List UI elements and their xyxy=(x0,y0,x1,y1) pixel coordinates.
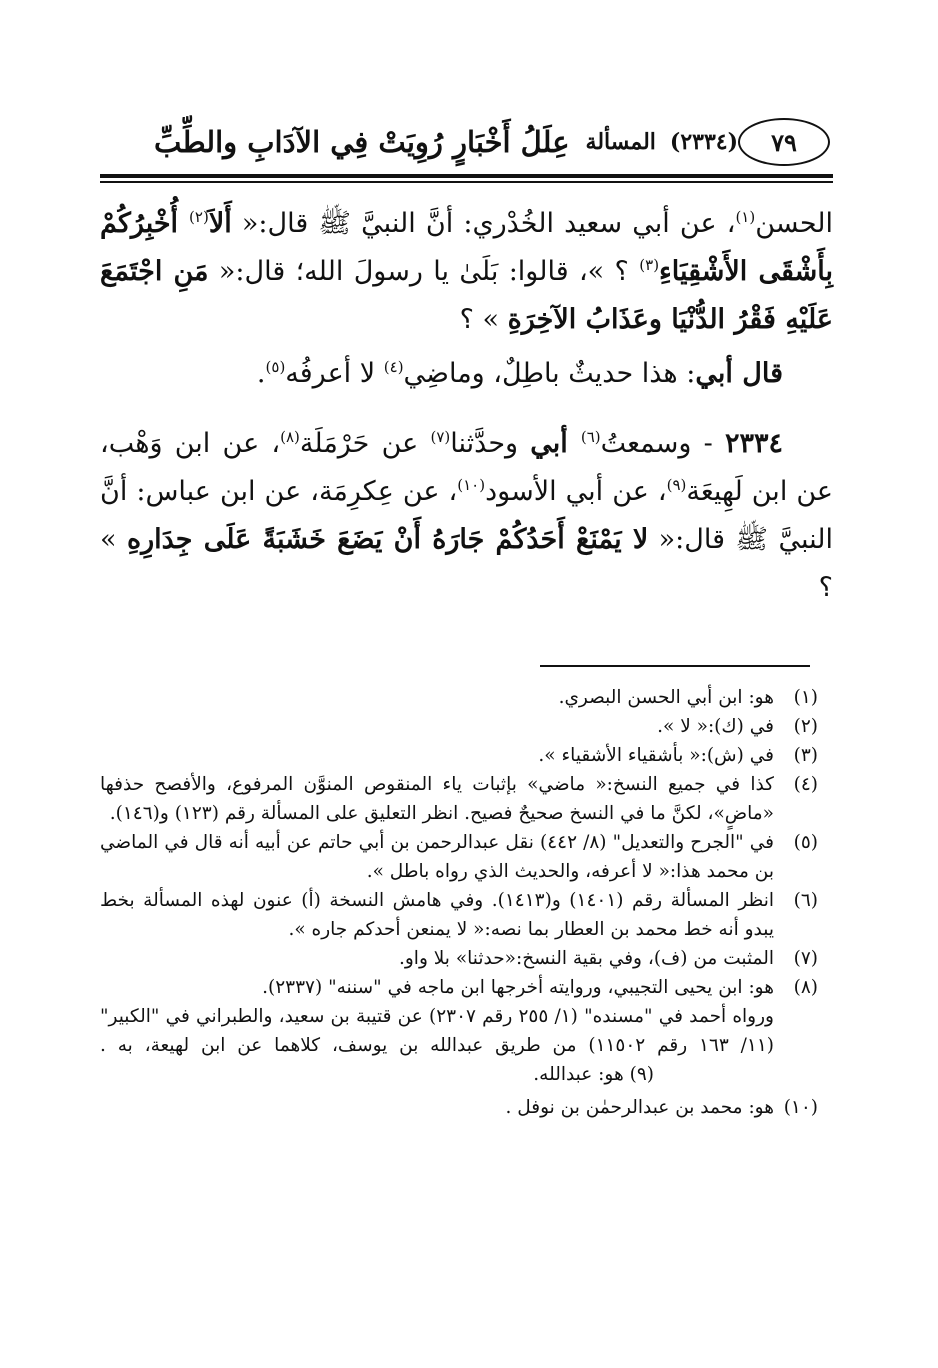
text-run: » ؟ xyxy=(100,524,833,603)
footnote-ref: (٤) xyxy=(383,358,404,376)
text-run: - وسمعتُ xyxy=(600,428,725,459)
footnote-number: (٦) xyxy=(793,890,818,911)
text-run: وحدَّثنا xyxy=(450,428,531,459)
footnote-number: (١٠) xyxy=(783,1097,818,1118)
paragraph-3 xyxy=(100,420,833,612)
text-run: . xyxy=(256,358,266,389)
footnote-text: كذا في جميع النسخ:« ماضي» بإثبات ياء المنقوص المنوَّن المرفوع، والأفصح حذفها «ماضٍ»، لكنَّ ما في النسخ صحيحٌ فصيح. انظر التعليق على المسألة رقم (١٢٣) و(١٤٦). xyxy=(100,774,774,824)
footnote-item xyxy=(100,741,818,770)
footnote-ref: (٥) xyxy=(265,358,286,376)
text-run: ؟ »، قالوا: بَلَىٰ يا رسولَ الله؛ قال:« xyxy=(208,256,640,287)
text-run: الحسن xyxy=(755,208,834,239)
main-text xyxy=(100,200,833,612)
running-title: عِلَلُ أَخْبَارٍ رُوِيَتْ فِي الآدَابِ والطِّبِّ xyxy=(154,125,570,159)
text-run: لا أعرفُه xyxy=(285,358,384,389)
footnote-ref: (٩) xyxy=(666,476,687,494)
footnote-text: هو: ابن أبي الحسن البصري. xyxy=(558,687,774,708)
text-run: : هذا حديثٌ باطِلٌ، وماضِي xyxy=(403,358,696,389)
footnote-number: (١) xyxy=(793,687,818,708)
issue-number-inline: ٢٣٣٤ xyxy=(725,428,784,459)
footnote-separator xyxy=(540,665,810,667)
header-rule-thin xyxy=(100,181,833,183)
text-run: ، عن أبي الأسود xyxy=(485,476,667,507)
issue-number: (٢٣٣٤) xyxy=(669,129,739,155)
footnote-text: المثبت من (ف)، وفي بقية النسخ:«حدثنا» بلا واو. xyxy=(398,948,774,969)
footnote-number: (٣) xyxy=(793,745,818,766)
footnote-number: (٤) xyxy=(793,774,818,795)
issue-label: المسألة xyxy=(585,129,656,155)
footnote-text: في "الجرح والتعديل" (٨/ ٤٤٢) نقل عبدالرحمن بن أبي حاتم عن أبيه أنه قال في الماضي بن محمد هذا:« لا أعرفه، والحديث الذي رواه باطل ». xyxy=(100,832,774,882)
text-run: » ؟ xyxy=(459,304,508,335)
text-run: ، عن أبي سعيد الخُدْري: أنَّ النبيَّ ﷺ قال:« xyxy=(231,208,736,239)
text-run: عن حَرْمَلَة xyxy=(299,428,431,459)
text-run: ، عن عِكرِمَة، عن ابن عباس: أنَّ النبيَّ ﷺ قال:« xyxy=(100,476,833,555)
footnote-item xyxy=(100,828,818,886)
text-run: ، عن ابن وَهْب، عن ابن لَهِيعَة xyxy=(100,428,834,507)
footnote-number: (٥) xyxy=(793,832,818,853)
footnote-ref: (١) xyxy=(735,208,756,226)
footnote-text: ورواه أحمد في "مسنده" (١/ ٢٥٥ رقم ٢٣٠٧) عن قتيبة بن سعيد، والطبراني في "الكبير" (١١/ ١٦٣ رقم ١١٥٠٢) من طريق عبدالله بن يوسف، كلاهما عن ابن لهيعة، به . xyxy=(100,1006,774,1056)
footnote-9 xyxy=(533,1064,654,1085)
footnote-ref: (٧) xyxy=(430,428,451,446)
footnote-ref: (٨) xyxy=(280,428,300,446)
footnote-ref: (٦) xyxy=(580,428,601,446)
footnote-text: انظر المسألة رقم (١٤٠١) و(١٤١٣). وفي هامش النسخة (أ) عنون لهذه المسألة بخط يبدو أنه خط محمد بن العطار بما نصه:« لا يمنعن أحدكم جاره ». xyxy=(100,890,774,940)
speaker-label: قال أبي xyxy=(695,358,783,389)
footnote-item xyxy=(100,770,818,828)
footnotes xyxy=(100,683,818,1122)
footnote-text: في (ش):« بأشقياء الأشقياء ». xyxy=(538,745,774,766)
footnote-ref: (١٠) xyxy=(457,476,486,494)
hadith-text: لا يَمْنَعْ أَحَدُكُمْ جَارَهُ أَنْ يَضَعَ خَشَبَةً عَلَى جِدَارِهِ xyxy=(126,524,649,555)
speaker-label: أبي xyxy=(530,428,581,459)
hadith-text: أُخْبِرُكُمْ بِأَشْقَى الأَشْقِيَاءِ xyxy=(100,208,834,287)
footnote-item xyxy=(100,1093,818,1122)
page-header xyxy=(100,112,830,172)
footnote-item xyxy=(100,712,818,741)
footnote-number: (٧) xyxy=(793,948,818,969)
footnote-8-continued xyxy=(100,1002,818,1089)
footnote-item xyxy=(100,944,818,973)
footnote-number: (٢) xyxy=(793,716,818,737)
page-number: ٧٩ xyxy=(771,127,797,157)
hadith-text: أَلاَ xyxy=(208,208,232,239)
page-number-oval xyxy=(738,118,830,166)
footnote-number: (٩) xyxy=(629,1064,654,1085)
footnote-text: هو: عبدالله. xyxy=(533,1064,624,1085)
footnote-number: (٨) xyxy=(793,977,818,998)
footnote-item xyxy=(100,683,818,712)
paragraph-2 xyxy=(100,350,833,398)
footnote-text: هو: ابن يحيى التجيبي، وروايته أخرجها ابن ماجه في "سننه" (٢٣٣٧). xyxy=(262,977,774,998)
footnote-text: في (ك):« لا ». xyxy=(657,716,774,737)
footnote-item xyxy=(100,973,818,1002)
paragraph-1 xyxy=(100,200,833,344)
footnote-item xyxy=(100,886,818,944)
header-rule-thick xyxy=(100,174,833,178)
footnote-ref: (٣) xyxy=(639,256,660,274)
footnote-text: هو: محمد بن عبدالرحمٰن بن نوفل . xyxy=(505,1097,774,1118)
hadith-text: مَنِ اجْتَمَعَ عَلَيْهِ فَقْرُ الدُّنْيَا وعَذَابُ الآخِرَةِ xyxy=(100,256,833,335)
footnote-ref: (٢) xyxy=(189,208,209,226)
